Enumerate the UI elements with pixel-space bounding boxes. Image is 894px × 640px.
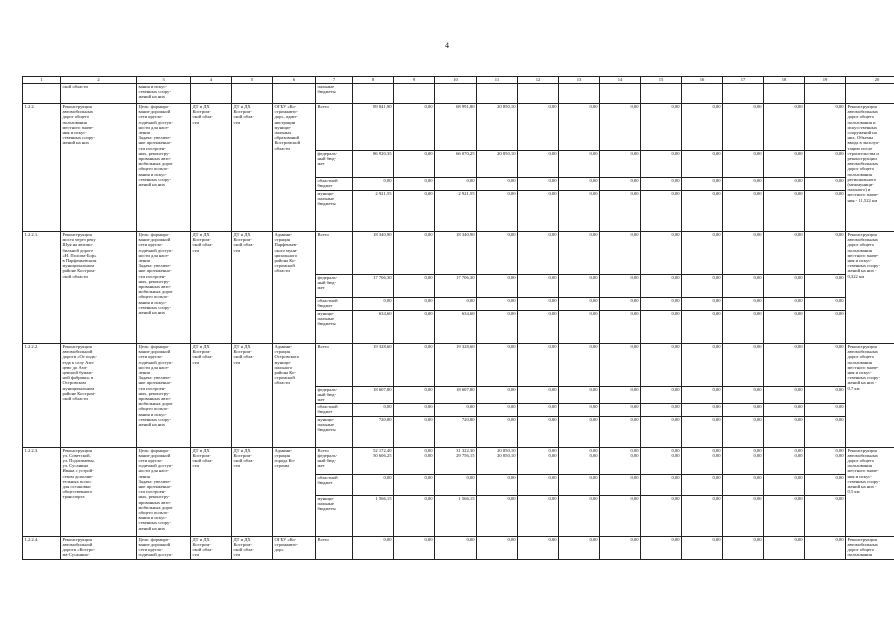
amount-col-14: 0,00 <box>600 387 641 404</box>
amount-col-16: 0,00 <box>682 311 723 344</box>
column-number-row <box>23 77 894 84</box>
amount-col-9: 0,00 <box>394 275 435 298</box>
table-cell <box>805 84 846 104</box>
column-number: 17 <box>723 77 764 84</box>
continuation-row <box>23 84 894 104</box>
amount-col-14: 0,00 <box>600 495 641 536</box>
column-number: 7 <box>316 77 353 84</box>
project-name: Реконструкция ул. Советской, ул. Подлипаевы, ул. Сусанина Ивана с устрой- ством дополни- тельных полос для остановки общественного транспорта <box>61 447 137 536</box>
table-cell <box>477 84 518 104</box>
amount-total: 52 172,40 50 606,25 <box>353 447 394 474</box>
amount-col-14: 0,00 <box>600 536 641 559</box>
amount-col-11: 0,00 <box>477 275 518 298</box>
column-number: 6 <box>273 77 316 84</box>
funding-source: Всего <box>316 232 353 275</box>
project-number: 1.2.2.3. <box>23 447 61 536</box>
amount-col-13: 0,00 <box>559 104 600 151</box>
amount-col-9: 0,00 <box>394 344 435 387</box>
responsible-executor: ДТ и ДХ Костром- ской обла- сти <box>191 447 232 536</box>
amount-col-19: 0,00 <box>805 151 846 178</box>
amount-col-11: 0,00 <box>477 536 518 559</box>
table-row <box>23 447 894 474</box>
column-number: 13 <box>559 77 600 84</box>
amount-col-12: 0,00 <box>518 151 559 178</box>
amount-total: 0,00 <box>353 403 394 416</box>
amount-col-17: 0,00 <box>723 344 764 387</box>
amount-col-15: 0,00 <box>641 495 682 536</box>
amount-col-14: 0,00 <box>600 232 641 275</box>
participant: Админи- страция Парфеньев- ского муни- ципального района Ко- стромской области <box>273 232 316 344</box>
table-row <box>23 232 894 275</box>
amount-col-14: 0,00 <box>600 416 641 447</box>
amount-total: 17 706,30 <box>353 275 394 298</box>
column-number: 9 <box>394 77 435 84</box>
table-row <box>23 536 894 559</box>
amount-col-14: 0,00 <box>600 403 641 416</box>
amount-col-14: 0,00 <box>600 151 641 178</box>
amount-col-17: 0,00 <box>723 416 764 447</box>
column-number: 2 <box>61 77 137 84</box>
amount-col-16: 0,00 <box>682 298 723 311</box>
amount-col-19: 0,00 <box>805 344 846 387</box>
amount-col-9: 0,00 <box>394 151 435 178</box>
amount-col-12: 0,00 <box>518 344 559 387</box>
amount-col-17: 0,00 <box>723 178 764 191</box>
amount-total: 0,00 <box>353 298 394 311</box>
amount-col-11: 0,00 <box>477 178 518 191</box>
table-cell <box>353 84 394 104</box>
table-cell <box>23 84 61 104</box>
amount-total: 720,80 <box>353 416 394 447</box>
amount-total: 0,00 <box>353 474 394 495</box>
project-goal: Цель: формиро- вание дорожной сети кругло- годичной доступ- <box>137 536 191 559</box>
amount-col-13: 0,00 <box>559 344 600 387</box>
table-cell: ской области <box>61 84 137 104</box>
table-cell <box>435 84 477 104</box>
amount-col-18: 0,00 <box>764 275 805 298</box>
amount-col-16: 0,00 <box>682 344 723 387</box>
amount-col-14: 0,00 <box>600 178 641 191</box>
amount-col-17: 0,00 <box>723 403 764 416</box>
amount-col-10: 18 340,90 <box>435 232 477 275</box>
amount-col-17: 0,00 <box>723 298 764 311</box>
amount-col-10: 634,60 <box>435 311 477 344</box>
amount-col-18: 0,00 <box>764 298 805 311</box>
amount-col-18: 0,00 <box>764 416 805 447</box>
funding-source: муници- пальные бюджеты <box>316 495 353 536</box>
amount-col-12: 0,00 <box>518 232 559 275</box>
amount-col-16: 0,00 <box>682 104 723 151</box>
amount-col-10: 19 328,60 <box>435 344 477 387</box>
amount-col-10: 17 706,30 <box>435 275 477 298</box>
amount-total: 0,00 <box>353 536 394 559</box>
amount-col-10: 0,00 <box>435 178 477 191</box>
customer: ДТ и ДХ Костром- ской обла- сти <box>232 344 273 448</box>
amount-col-13: 0,00 <box>559 387 600 404</box>
target-indicator: Реконструкция автомобильных дорог общего пользования местного значе- ния и искус- ственных соору- жений на них - 0,5 км <box>846 447 894 536</box>
amount-col-16: 0,00 <box>682 232 723 275</box>
table-row <box>23 104 894 151</box>
funding-source: федераль- ный бюд- жет <box>316 275 353 298</box>
amount-col-16: 0,00 <box>682 275 723 298</box>
amount-col-15: 0,00 <box>641 474 682 495</box>
amount-col-15: 0,00 <box>641 344 682 387</box>
participant: Админи- страция города Ко- стромы <box>273 447 316 536</box>
amount-col-10: 0,00 <box>435 298 477 311</box>
amount-col-12: 0,00 <box>518 474 559 495</box>
amount-col-14: 0,00 <box>600 298 641 311</box>
table-cell <box>764 84 805 104</box>
amount-col-12: 0,00 <box>518 387 559 404</box>
amount-col-16: 0,00 <box>682 387 723 404</box>
amount-col-19: 0,00 <box>805 474 846 495</box>
amount-col-11: 0,00 <box>477 474 518 495</box>
project-name: Реконструкция автомобильной дороги «От подъ- езда к селу Ази- цево до Ази- цевской бумаж- ной фабрики» в Островском муниципальном районе Костром- ской области <box>61 344 137 448</box>
amount-col-18: 0,00 <box>764 403 805 416</box>
amount-col-9: 0,00 <box>394 298 435 311</box>
participant: ОГБУ «Ко- стромаавто- дор» <box>273 536 316 559</box>
amount-col-17: 0,00 <box>723 232 764 275</box>
project-name: Реконструкция автомобильных дорог общего пользования местного значе- ния и искус- ственных соору- жений на них <box>61 104 137 232</box>
amount-col-16: 0,00 <box>682 474 723 495</box>
amount-col-10: 720,80 <box>435 416 477 447</box>
amount-col-11: 0,00 <box>477 232 518 275</box>
amount-col-10: 0,00 <box>435 403 477 416</box>
amount-col-13: 0,00 <box>559 403 600 416</box>
amount-col-12: 0,00 <box>518 403 559 416</box>
amount-col-9: 0,00 <box>394 536 435 559</box>
target-indicator: Реконструкция автомобильных дорог общего пользования и искусственных сооружений на них. Объемы ввода в эксплуа- тацию после строительства и реконструкции автомобильных дорог общего пользования регионального (межмуници- пального) и местного значе- ния - 11,522 км <box>846 104 894 232</box>
amount-total: 18 607,80 <box>353 387 394 404</box>
amount-col-16: 0,00 <box>682 403 723 416</box>
amount-col-10: 66 070,25 <box>435 151 477 178</box>
amount-col-9: 0,00 <box>394 387 435 404</box>
responsible-executor: ДТ и ДХ Костром- ской обла- сти <box>191 232 232 344</box>
amount-col-18: 0,00 <box>764 191 805 232</box>
amount-col-18: 0,00 <box>764 495 805 536</box>
column-number: 4 <box>191 77 232 84</box>
amount-col-11: 0,00 <box>477 344 518 387</box>
funding-source: муници- пальные бюджеты <box>316 191 353 232</box>
amount-col-15: 0,00 <box>641 387 682 404</box>
amount-col-18: 0,00 <box>764 151 805 178</box>
amount-col-15: 0,00 <box>641 151 682 178</box>
funding-source: областной бюджет <box>316 298 353 311</box>
amount-col-19: 0,00 <box>805 191 846 232</box>
amount-col-17: 0,00 <box>723 495 764 536</box>
column-number: 20 <box>846 77 894 84</box>
amount-col-15: 0,00 <box>641 232 682 275</box>
amount-col-14: 0,00 <box>600 474 641 495</box>
funding-source: Всего федераль- ный бюд- жет <box>316 447 353 474</box>
column-number: 15 <box>641 77 682 84</box>
amount-col-14: 0,00 0,00 <box>600 447 641 474</box>
table-cell <box>273 84 316 104</box>
responsible-executor: ДТ и ДХ Костром- ской обла- сти <box>191 536 232 559</box>
table-cell <box>394 84 435 104</box>
amount-col-10: 2 921,55 <box>435 191 477 232</box>
customer: ДТ и ДХ Костром- ской обла- сти <box>232 447 273 536</box>
project-goal: Цель: формиро- вание дорожной сети кругло- годичной доступ- ности для насе- ления Задача: увеличе- ние протяженно- сти построен- ных, реконстру- ированных авто- мобильных дорог общего пользо- вания и искус- ственных соору- жений на них <box>137 104 191 232</box>
amount-col-17: 0,00 <box>723 536 764 559</box>
amount-total: 18 340,90 <box>353 232 394 275</box>
amount-col-9: 0,00 <box>394 416 435 447</box>
amount-col-14: 0,00 <box>600 311 641 344</box>
amount-col-18: 0,00 <box>764 178 805 191</box>
amount-col-9: 0,00 <box>394 178 435 191</box>
amount-col-14: 0,00 <box>600 344 641 387</box>
amount-col-15: 0,00 <box>641 416 682 447</box>
amount-col-15: 0,00 <box>641 191 682 232</box>
amount-col-11: 0,00 <box>477 387 518 404</box>
amount-col-11: 20 850,10 <box>477 104 518 151</box>
project-number: 1.2.2.2. <box>23 344 61 448</box>
amount-col-14: 0,00 <box>600 104 641 151</box>
amount-col-16: 0,00 <box>682 536 723 559</box>
amount-col-10: 1 566,15 <box>435 495 477 536</box>
funding-source: муници- пальные бюджеты <box>316 416 353 447</box>
amount-col-9: 0,00 <box>394 311 435 344</box>
amount-col-9: 0,00 <box>394 495 435 536</box>
amount-col-12: 0,00 <box>518 191 559 232</box>
amount-col-11: 0,00 <box>477 495 518 536</box>
amount-total: 2 921,55 <box>353 191 394 232</box>
amount-col-19: 0,00 <box>805 104 846 151</box>
amount-col-17: 0,00 <box>723 275 764 298</box>
amount-col-19: 0,00 <box>805 536 846 559</box>
amount-col-15: 0,00 <box>641 536 682 559</box>
table-cell: вания и искус- ственных соору- жений на них <box>137 84 191 104</box>
amount-col-15: 0,00 <box>641 178 682 191</box>
amount-total: 0,00 <box>353 178 394 191</box>
column-number: 16 <box>682 77 723 84</box>
amount-col-16: 0,00 <box>682 178 723 191</box>
amount-col-11: 0,00 <box>477 403 518 416</box>
amount-col-13: 0,00 <box>559 178 600 191</box>
amount-col-13: 0,00 <box>559 474 600 495</box>
amount-col-10: 31 322,30 29 756,15 <box>435 447 477 474</box>
table-cell <box>191 84 232 104</box>
column-number: 19 <box>805 77 846 84</box>
amount-col-12: 0,00 <box>518 178 559 191</box>
amount-col-9: 0,00 <box>394 191 435 232</box>
table-cell <box>723 84 764 104</box>
project-number: 1.2.2.1. <box>23 232 61 344</box>
amount-col-17: 0,00 <box>723 191 764 232</box>
amount-col-16: 0,00 <box>682 416 723 447</box>
table-cell <box>600 84 641 104</box>
amount-col-18: 0,00 <box>764 104 805 151</box>
amount-col-13: 0,00 <box>559 311 600 344</box>
table-cell <box>518 84 559 104</box>
amount-col-17: 0,00 <box>723 387 764 404</box>
table-cell <box>682 84 723 104</box>
responsible-executor: ДТ и ДХ Костром- ской обла- сти <box>191 104 232 232</box>
amount-col-11: 20 850,10 20 850,10 <box>477 447 518 474</box>
participant: ОГБУ «Ко- стромаавто- дор», адми- нистрации муници- пальных образований Костромской области <box>273 104 316 232</box>
amount-col-16: 0,00 0,00 <box>682 447 723 474</box>
amount-col-19: 0,00 <box>805 311 846 344</box>
customer: ДТ и ДХ Костром- ской обла- сти <box>232 232 273 344</box>
amount-col-13: 0,00 <box>559 191 600 232</box>
project-number: 1.2.2.4. <box>23 536 61 559</box>
amount-col-15: 0,00 0,00 <box>641 447 682 474</box>
amount-col-15: 0,00 <box>641 298 682 311</box>
amount-col-15: 0,00 <box>641 311 682 344</box>
column-number: 10 <box>435 77 477 84</box>
amount-col-17: 0,00 <box>723 151 764 178</box>
target-indicator: Реконструкция автомобильных дорог общего пользования местного значе- ния и искус- ственных соору- жений на них - 0,7 км <box>846 344 894 448</box>
amount-col-11: 0,00 <box>477 191 518 232</box>
amount-col-15: 0,00 <box>641 104 682 151</box>
amount-col-18: 0,00 <box>764 311 805 344</box>
column-number: 14 <box>600 77 641 84</box>
amount-col-18: 0,00 <box>764 536 805 559</box>
amount-col-13: 0,00 <box>559 232 600 275</box>
responsible-executor: ДТ и ДХ Костром- ской обла- сти <box>191 344 232 448</box>
amount-col-17: 0,00 <box>723 104 764 151</box>
amount-total: 86 920,35 <box>353 151 394 178</box>
column-number: 5 <box>232 77 273 84</box>
amount-col-19: 0,00 0,00 <box>805 447 846 474</box>
program-table <box>22 76 894 560</box>
amount-col-13: 0,00 0,00 <box>559 447 600 474</box>
funding-source: федераль- ный бюд- жет <box>316 151 353 178</box>
amount-col-18: 0,00 0,00 <box>764 447 805 474</box>
column-number: 12 <box>518 77 559 84</box>
amount-col-9: 0,00 0,00 <box>394 447 435 474</box>
amount-col-15: 0,00 <box>641 403 682 416</box>
amount-col-10: 0,00 <box>435 474 477 495</box>
project-goal: Цель: формиро- вание дорожной сети кругло- годичной доступ- ности для насе- ления Задача: увеличе- ние протяженно- сти построен- ных, реконстру- ированных авто- мобильных дорог общего пользо- вания и искус- ственных соору- жений на них <box>137 447 191 536</box>
table-cell <box>559 84 600 104</box>
amount-col-10: 18 607,80 <box>435 387 477 404</box>
column-number: 1 <box>23 77 61 84</box>
amount-col-12: 0,00 <box>518 416 559 447</box>
amount-col-9: 0,00 <box>394 403 435 416</box>
customer: ДТ и ДХ Костром- ской обла- сти <box>232 536 273 559</box>
funding-source: федераль- ный бюд- жет <box>316 387 353 404</box>
amount-col-19: 0,00 <box>805 403 846 416</box>
project-goal: Цель: формиро- вание дорожной сети кругло- годичной доступ- ности для насе- ления Задача: увеличе- ние протяженно- сти построен- ных, реконстру- ированных авто- мобильных дорог общего пользо- вания и искус- ственных соору- жений на них <box>137 232 191 344</box>
amount-col-13: 0,00 <box>559 151 600 178</box>
participant: Админи- страция Островского муници- пального района Ко- стромской области <box>273 344 316 448</box>
amount-col-19: 0,00 <box>805 298 846 311</box>
funding-source: областной бюджет <box>316 178 353 191</box>
amount-col-14: 0,00 <box>600 275 641 298</box>
funding-source: Всего <box>316 536 353 559</box>
amount-col-19: 0,00 <box>805 275 846 298</box>
amount-col-9: 0,00 <box>394 104 435 151</box>
amount-col-13: 0,00 <box>559 416 600 447</box>
amount-col-19: 0,00 <box>805 387 846 404</box>
amount-col-19: 0,00 <box>805 495 846 536</box>
amount-col-13: 0,00 <box>559 536 600 559</box>
amount-col-18: 0,00 <box>764 232 805 275</box>
amount-col-12: 0,00 <box>518 495 559 536</box>
funding-source: областной бюджет <box>316 474 353 495</box>
amount-col-16: 0,00 <box>682 495 723 536</box>
amount-col-15: 0,00 <box>641 275 682 298</box>
amount-total: 1 566,15 <box>353 495 394 536</box>
amount-col-9: 0,00 <box>394 474 435 495</box>
table-cell <box>846 84 894 104</box>
funding-source: Всего <box>316 104 353 151</box>
amount-col-13: 0,00 <box>559 495 600 536</box>
table-cell: пальные бюджеты <box>316 84 353 104</box>
project-number: 1.2.2. <box>23 104 61 232</box>
amount-col-12: 0,00 <box>518 104 559 151</box>
project-name: Реконструкция автомобильной дороги «Костро- ма-Сусанино- <box>61 536 137 559</box>
amount-col-17: 0,00 <box>723 311 764 344</box>
amount-col-12: 0,00 <box>518 275 559 298</box>
amount-col-17: 0,00 <box>723 474 764 495</box>
amount-col-14: 0,00 <box>600 191 641 232</box>
amount-col-12: 0,00 <box>518 311 559 344</box>
amount-col-9: 0,00 <box>394 232 435 275</box>
amount-col-13: 0,00 <box>559 298 600 311</box>
amount-col-19: 0,00 <box>805 178 846 191</box>
amount-col-18: 0,00 <box>764 344 805 387</box>
amount-col-16: 0,00 <box>682 151 723 178</box>
amount-col-16: 0,00 <box>682 191 723 232</box>
target-indicator: Реконструкция автомобильных дорог общего пользования <box>846 536 894 559</box>
column-number: 3 <box>137 77 191 84</box>
amount-col-11: 0,00 <box>477 298 518 311</box>
column-number: 11 <box>477 77 518 84</box>
amount-col-13: 0,00 <box>559 275 600 298</box>
page-number: 4 <box>445 41 449 50</box>
amount-col-12: 0,00 0,00 <box>518 447 559 474</box>
project-name: Реконструкция моста через реку Шуя на автомо- бильной дороге «Н. Полома-Бор» в Парфеньевском муниципальном районе Костром- ской области <box>61 232 137 344</box>
amount-col-10: 0,00 <box>435 536 477 559</box>
funding-source: областной бюджет <box>316 403 353 416</box>
customer: ДТ и ДХ Костром- ской обла- сти <box>232 104 273 232</box>
amount-col-18: 0,00 <box>764 474 805 495</box>
funding-source: муници- пальные бюджеты <box>316 311 353 344</box>
amount-total: 634,60 <box>353 311 394 344</box>
amount-col-17: 0,00 0,00 <box>723 447 764 474</box>
amount-col-11: 0,00 <box>477 416 518 447</box>
target-indicator: Реконструкция автомобильных дорог общего пользования местного значе- ния и искус- ственных соору- жений на них - 0,322 км <box>846 232 894 344</box>
table-cell <box>232 84 273 104</box>
amount-col-12: 0,00 <box>518 298 559 311</box>
amount-col-11: 20 850,10 <box>477 151 518 178</box>
project-goal: Цель: формиро- вание дорожной сети кругло- годичной доступ- ности для насе- ления Задача: увеличе- ние протяженно- сти построен- ных, реконстру- ированных авто- мобильных дорог общего пользо- вания и искус- ственных соору- жений на них <box>137 344 191 448</box>
amount-total: 19 328,60 <box>353 344 394 387</box>
table-row <box>23 344 894 387</box>
amount-col-18: 0,00 <box>764 387 805 404</box>
amount-col-10: 68 991,80 <box>435 104 477 151</box>
amount-col-12: 0,00 <box>518 536 559 559</box>
table-cell <box>641 84 682 104</box>
funding-source: Всего <box>316 344 353 387</box>
amount-total: 89 841,90 <box>353 104 394 151</box>
column-number: 18 <box>764 77 805 84</box>
amount-col-11: 0,00 <box>477 311 518 344</box>
amount-col-19: 0,00 <box>805 232 846 275</box>
amount-col-19: 0,00 <box>805 416 846 447</box>
column-number: 8 <box>353 77 394 84</box>
